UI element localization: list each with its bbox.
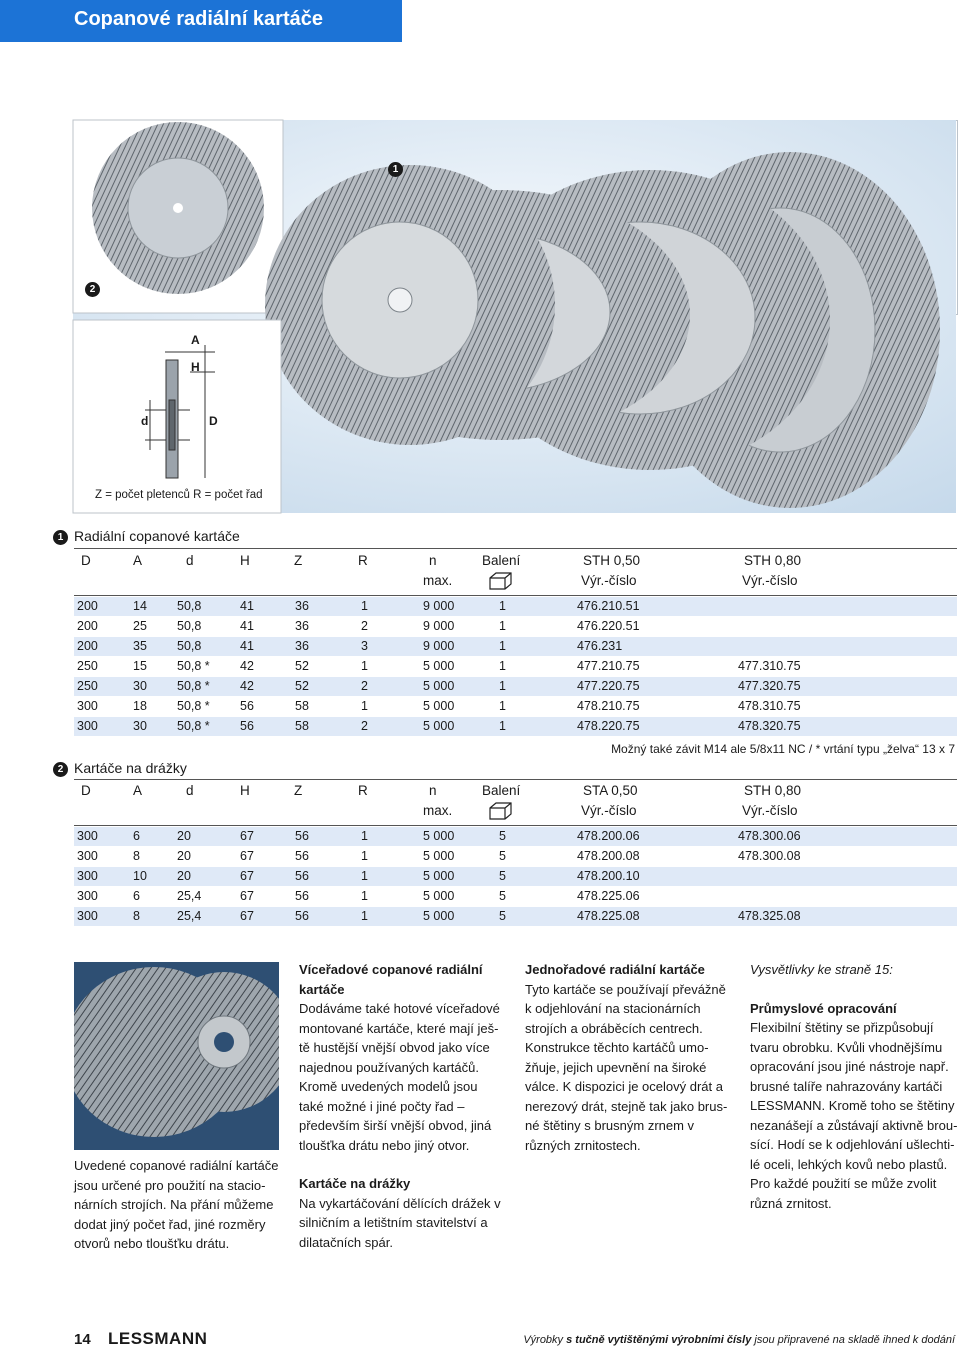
photo-caption-line: dodat jiný počet řad, jiné rozměry	[74, 1216, 266, 1232]
col3-line: k odjehlování na stacionárních	[525, 1001, 701, 1016]
table-cell: 14	[133, 599, 147, 613]
table-cell: 36	[295, 619, 309, 633]
col2-line: tloušťka drátu nebo jiný otvor.	[299, 1137, 470, 1153]
table-cell: 58	[295, 699, 309, 713]
table-cell: 36	[295, 639, 309, 653]
table-cell: 30	[133, 719, 147, 733]
col2-line: především širší vnější obvod, jiná	[299, 1118, 492, 1133]
col-sth050: STH 0,50	[583, 553, 641, 568]
col-r: R	[358, 553, 368, 568]
table-cell: 8	[133, 909, 140, 923]
col-n-max: max.	[423, 573, 453, 588]
table-cell: 250	[77, 659, 98, 673]
col2-h: H	[240, 783, 250, 798]
table-cell: 35	[133, 639, 147, 653]
col4-line: LESSMANN. Kromě toho se štětiny	[750, 1098, 955, 1113]
col-z: Z	[294, 553, 303, 568]
footer-text-b: s tučně vytištěnými výrobními čísly	[566, 1334, 752, 1346]
table-cell: 52	[295, 659, 309, 673]
section2-header-rule	[74, 825, 957, 826]
package-icon	[487, 801, 513, 821]
col3-heading: Jednořadové radiální kartáče	[525, 962, 705, 977]
table-cell: 50,8	[177, 619, 202, 633]
section2-header	[74, 783, 957, 823]
table-cell: 2	[361, 679, 368, 693]
col-baleni: Balení	[482, 553, 521, 568]
brush-photo-illustration	[74, 962, 279, 1150]
photo-caption	[74, 1156, 284, 1254]
table-cell: 42	[240, 679, 254, 693]
table-cell: 250	[77, 679, 98, 693]
table-cell: 10	[133, 869, 147, 883]
table-row	[74, 907, 957, 926]
col3-line: Konstrukce těchto kartáčů umo-	[525, 1040, 709, 1055]
col3-line: žňuje, jejich upevnění na široké	[525, 1059, 707, 1075]
col2-r: R	[358, 783, 368, 798]
table-row	[74, 717, 957, 736]
brand-logo: LESSMANN	[108, 1329, 208, 1348]
table-cell: 56	[295, 909, 309, 923]
table-cell: 9 000	[423, 599, 455, 613]
table-cell: 67	[240, 909, 254, 923]
table-cell: 3	[361, 639, 368, 653]
table-cell: 6	[133, 889, 140, 903]
table-cell: 1	[499, 599, 506, 613]
col2-d: D	[81, 783, 91, 798]
table-cell: 5 000	[423, 719, 455, 733]
table-cell: 300	[77, 699, 98, 713]
table-cell: 56	[295, 849, 309, 863]
col3-line: né štětiny s brusným zrnem v	[525, 1118, 695, 1133]
dim-label-h: H	[191, 360, 200, 374]
table-cell: 5 000	[423, 659, 455, 673]
table-cell: 41	[240, 599, 254, 613]
table-cell: 8	[133, 849, 140, 863]
table-cell: 300	[77, 869, 98, 883]
col4-line: sící. Hodí se k odjehlování ušlechti-	[750, 1137, 955, 1152]
table-cell: 478.200.10	[577, 869, 640, 883]
col2-n-max: max.	[423, 803, 453, 818]
table-row	[74, 887, 957, 906]
col2-z: Z	[294, 783, 303, 798]
section1-rule	[74, 548, 957, 549]
col-small-d: d	[186, 553, 194, 568]
table-cell: 5 000	[423, 829, 455, 843]
table-cell: 50,8 *	[177, 679, 210, 693]
table-row	[74, 617, 957, 636]
col2-line: najednou používaných kartáčů.	[299, 1059, 479, 1075]
table-cell: 1	[499, 619, 506, 633]
table-cell: 476.220.51	[577, 619, 640, 633]
table-cell: 478.225.06	[577, 889, 640, 903]
col2-line: také možné i jiné počty řad –	[299, 1098, 465, 1114]
col4-line: opracování jsou jiné nástroje např.	[750, 1059, 949, 1074]
table-cell: 25,4	[177, 909, 202, 923]
col4-line: tvaru obrobku. Kvůli vhodnějšímu	[750, 1039, 943, 1055]
table-cell: 477.220.75	[577, 679, 640, 693]
table-cell: 2	[361, 619, 368, 633]
product-illustration	[0, 0, 960, 520]
table-cell: 58	[295, 719, 309, 733]
table-cell: 478.225.08	[577, 909, 640, 923]
table-cell: 200	[77, 639, 98, 653]
photo-caption-line: Uvedené copanové radiální kartáče	[74, 1158, 279, 1173]
col4-line: různá zrnitost.	[750, 1195, 832, 1211]
marker-1-badge: 1	[388, 162, 403, 177]
table-cell: 478.200.06	[577, 829, 640, 843]
col4-intro: Vysvětlivky ke straně 15:	[750, 962, 893, 977]
table-cell: 5	[499, 909, 506, 923]
col4-line: nezanášejí a zůstávají aktivně brou-	[750, 1117, 958, 1133]
col2-small-d: d	[186, 783, 194, 798]
table-cell: 5	[499, 889, 506, 903]
table-cell: 478.325.08	[738, 909, 801, 923]
col3-line: Tyto kartáče se používají převážně	[525, 981, 726, 997]
table-cell: 1	[361, 659, 368, 673]
table-cell: 9 000	[423, 639, 455, 653]
table-cell: 67	[240, 829, 254, 843]
bottom-photo	[74, 962, 279, 1150]
col2-heading2: Kartáče na drážky	[299, 1176, 411, 1191]
col3-line: různých zrnitostech.	[525, 1137, 641, 1153]
section2-title: Kartáče na drážky	[74, 760, 187, 776]
table-cell: 5	[499, 869, 506, 883]
table-cell: 300	[77, 829, 98, 843]
table-cell: 478.200.08	[577, 849, 640, 863]
table-cell: 478.320.75	[738, 719, 801, 733]
table-cell: 67	[240, 889, 254, 903]
table-cell: 52	[295, 679, 309, 693]
table-cell: 42	[240, 659, 254, 673]
col2-baleni: Balení	[482, 783, 521, 798]
table-cell: 50,8	[177, 639, 202, 653]
table-cell: 56	[240, 699, 254, 713]
table-cell: 5 000	[423, 889, 455, 903]
dim-label-big-d: D	[209, 414, 218, 428]
table-cell: 1	[499, 679, 506, 693]
table-cell: 200	[77, 599, 98, 613]
table-cell: 5	[499, 849, 506, 863]
table-cell: 30	[133, 679, 147, 693]
col4-line: lé oceli, lehkých kovů nebo plastů.	[750, 1156, 948, 1172]
col2-line: silničním a letištním stavitelství a	[299, 1215, 488, 1230]
section1-title: Radiální copanové kartáče	[74, 528, 240, 544]
table-cell: 1	[499, 699, 506, 713]
table-cell: 300	[77, 719, 98, 733]
section2-rule	[74, 779, 957, 780]
table-row	[74, 697, 957, 716]
section1-header	[74, 553, 957, 593]
table-cell: 5 000	[423, 699, 455, 713]
col2-sta050-sub: Výr.-číslo	[581, 803, 637, 818]
table-cell: 200	[77, 619, 98, 633]
spacer	[299, 1155, 514, 1174]
col2-sta050: STA 0,50	[583, 783, 638, 798]
table-cell: 67	[240, 869, 254, 883]
table-cell: 300	[77, 849, 98, 863]
dim-label-a: A	[191, 333, 200, 347]
table-cell: 5	[499, 829, 506, 843]
col-sth080-sub: Výr.-číslo	[742, 573, 798, 588]
table-cell: 1	[361, 829, 368, 843]
column-multirow	[299, 960, 514, 1252]
page-number: 14	[74, 1331, 91, 1348]
col3-line: nerezový drát, stejně tak jako brus-	[525, 1098, 728, 1114]
table-cell: 477.310.75	[738, 659, 801, 673]
table-cell: 477.210.75	[577, 659, 640, 673]
table-cell: 20	[177, 849, 191, 863]
col2-n: n	[429, 783, 437, 798]
table-cell: 20	[177, 869, 191, 883]
table-row	[74, 677, 957, 696]
table-cell: 56	[295, 889, 309, 903]
photo-caption-line: otvorů nebo tloušťku drátu.	[74, 1236, 230, 1251]
table-cell: 36	[295, 599, 309, 613]
footer-text-a: Výrobky	[523, 1334, 567, 1346]
table-cell: 1	[361, 889, 368, 903]
col4-line: Flexibilní štětiny se přizpůsobují	[750, 1020, 934, 1035]
table-cell: 5 000	[423, 849, 455, 863]
table-row	[74, 827, 957, 846]
table-cell: 50,8 *	[177, 719, 210, 733]
table-cell: 18	[133, 699, 147, 713]
table-cell: 50,8 *	[177, 699, 210, 713]
section1-header-rule	[74, 595, 957, 596]
table-cell: 25	[133, 619, 147, 633]
col2-a: A	[133, 783, 143, 798]
table-cell: 41	[240, 619, 254, 633]
table-cell: 9 000	[423, 619, 455, 633]
table-cell: 50,8	[177, 599, 202, 613]
table-cell: 1	[361, 699, 368, 713]
table-cell: 1	[361, 909, 368, 923]
table-cell: 56	[240, 719, 254, 733]
column-explanations	[750, 960, 960, 1213]
table-cell: 478.300.08	[738, 849, 801, 863]
table-cell: 25,4	[177, 889, 202, 903]
col3-line: strojích a obráběcích centrech.	[525, 1020, 703, 1036]
table-cell: 476.231	[577, 639, 623, 653]
table-cell: 41	[240, 639, 254, 653]
photo-caption-line: nárních strojích. Na přání můžeme	[74, 1197, 274, 1212]
footer-text	[523, 1334, 955, 1346]
col3-line: válce. K dispozici je ocelový drát a	[525, 1079, 723, 1094]
table-cell: 1	[499, 659, 506, 673]
column-singlerow	[525, 960, 740, 1155]
diagram-caption: Z = počet pletenců R = počet řad	[95, 489, 263, 501]
table-row	[74, 657, 957, 676]
table-row	[74, 597, 957, 616]
table-cell: 300	[77, 889, 98, 903]
table-row	[74, 867, 957, 886]
table-cell: 1	[361, 849, 368, 863]
col2-heading: Víceřadové copanové radiální	[299, 962, 483, 977]
table-cell: 1	[361, 599, 368, 613]
table-row	[74, 637, 957, 656]
table-cell: 5 000	[423, 909, 455, 923]
table-cell: 20	[177, 829, 191, 843]
col2-line: tě hustější vnější obvod jako více	[299, 1040, 490, 1055]
col-sth050-sub: Výr.-číslo	[581, 573, 637, 588]
table-cell: 476.210.51	[577, 599, 640, 613]
col-sth080: STH 0,80	[744, 553, 802, 568]
marker-2-badge: 2	[85, 282, 100, 297]
table-cell: 478.300.06	[738, 829, 801, 843]
col2-sth080: STH 0,80	[744, 783, 802, 798]
col2-line: montované kartáče, které mají ješ-	[299, 1020, 499, 1036]
col-n: n	[429, 553, 437, 568]
section2-bullet: 2	[53, 762, 68, 777]
col2-line: Dodáváme také hotové víceřadové	[299, 1001, 500, 1016]
table-cell: 2	[361, 719, 368, 733]
table-cell: 6	[133, 829, 140, 843]
page-title: Copanové radiální kartáče	[74, 8, 323, 30]
table-cell: 478.210.75	[577, 699, 640, 713]
table-cell: 477.320.75	[738, 679, 801, 693]
table-cell: 1	[499, 719, 506, 733]
col2-line: Kromě uvedených modelů jsou	[299, 1079, 478, 1094]
col2-line: dilatačních spár.	[299, 1234, 393, 1250]
brush-small-2	[92, 122, 264, 294]
col4-heading: Průmyslové opracování	[750, 1000, 897, 1016]
dim-label-d: d	[141, 414, 149, 428]
table-cell: 5 000	[423, 869, 455, 883]
table-cell: 67	[240, 849, 254, 863]
col-h: H	[240, 553, 250, 568]
col2-line: Na vykartáčování dělících drážek v	[299, 1195, 501, 1211]
table-cell: 50,8 *	[177, 659, 210, 673]
col2-sth080-sub: Výr.-číslo	[742, 803, 798, 818]
table-cell: 478.310.75	[738, 699, 801, 713]
table-cell: 1	[361, 869, 368, 883]
package-icon	[487, 571, 513, 591]
col2-heading: kartáče	[299, 981, 345, 997]
col-d: D	[81, 553, 91, 568]
table-cell: 478.220.75	[577, 719, 640, 733]
section1-note: Možný také závit M14 ale 5/8x11 NC / * vrtání typu „želva“ 13 x 7	[611, 742, 955, 756]
col4-line: brusné talíře nahrazovány kartáči	[750, 1078, 943, 1094]
table-cell: 56	[295, 829, 309, 843]
table-cell: 15	[133, 659, 147, 673]
col4-line: Pro každé použití se může zvolit	[750, 1176, 937, 1191]
footer-text-c: jsou připravené na skladě ihned k dodání	[751, 1334, 955, 1346]
photo-caption-line: jsou určené pro použití na stacio-	[74, 1177, 266, 1193]
table-row	[74, 847, 957, 866]
table-cell: 56	[295, 869, 309, 883]
table-cell: 5 000	[423, 679, 455, 693]
section1-bullet: 1	[53, 530, 68, 545]
table-cell: 1	[499, 639, 506, 653]
table-cell: 300	[77, 909, 98, 923]
col-a: A	[133, 553, 143, 568]
spacer	[750, 980, 960, 999]
